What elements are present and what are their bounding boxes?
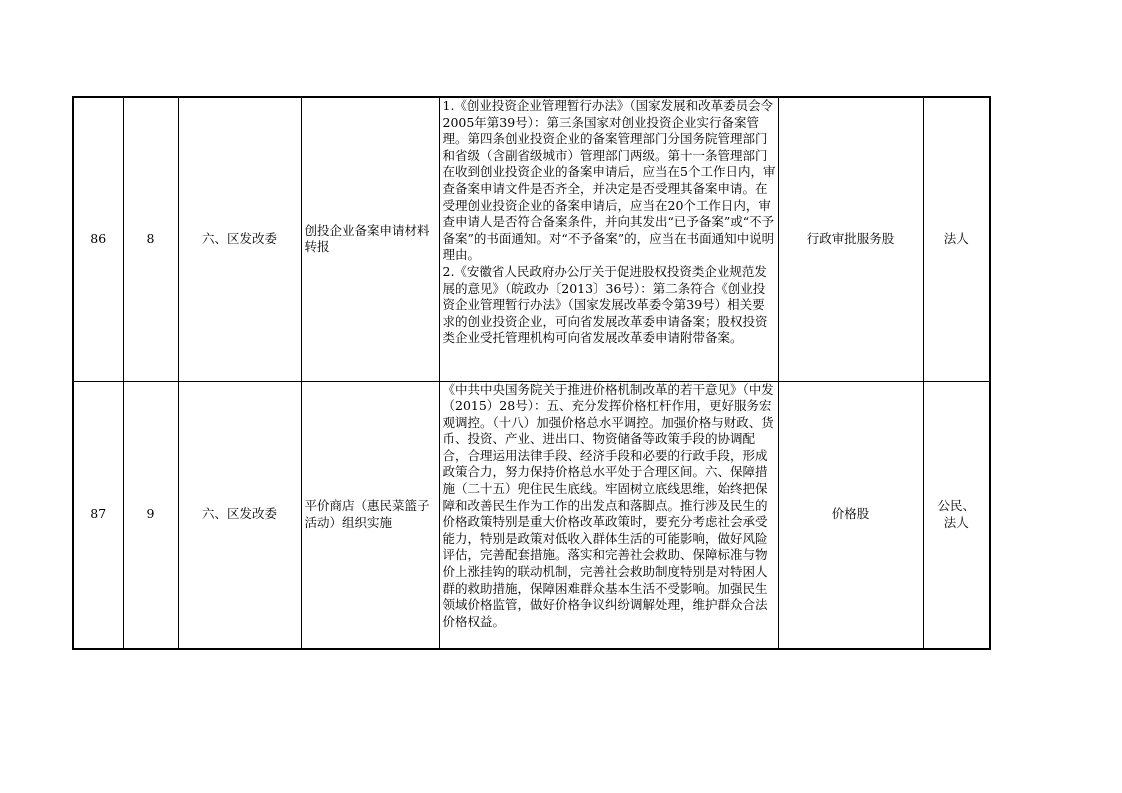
seq-cell: 86 bbox=[73, 97, 123, 381]
basis-cell: 1.《创业投资企业管理暂行办法》（国家发展和改革委员会令2005年第39号）：第三条国家对创业投资企业实行备案管理。第四条创业投资企业的备案管理部门分国务院管理部门和省级（含副省级城市）管理部门两级。第十一条管理部门在收到创业投资企业的备案申请后，应当在5个工作日内，审查备案申请文件是否齐全，并决定是否受理其备案申请。在受理创业投资企业的备案申请后，应当在20个工作日内，审查申请人是否符合备案条件，并向其发出“已予备案”或“不予备案”的书面通知。对“不予备案”的，应当在书面通知中说明理由。 2.《安徽省人民政府办公厅关于促进股权投资类企业规范发展的意见》（皖政办〔2013〕36号）：第二条符合《创业投资企业管理暂行办法》（国家发展改革委令第39号）相关要求的创业投资企业，可向省发展改革委申请备案；股权投资类企业受托管理机构可向省发展改革委申请附带备案。 bbox=[439, 97, 778, 381]
seq-cell: 87 bbox=[73, 381, 123, 649]
table-row bbox=[73, 381, 990, 649]
department-cell: 六、区发改委 bbox=[178, 97, 301, 381]
sub-seq-cell: 9 bbox=[123, 381, 178, 649]
responsible-unit-cell: 行政审批服务股 bbox=[778, 97, 923, 381]
item-name-cell: 平价商店（惠民菜篮子活动）组织实施 bbox=[301, 381, 439, 649]
responsible-unit-cell: 价格股 bbox=[778, 381, 923, 649]
power-list-table bbox=[72, 96, 991, 650]
subject-cell: 公民、法人 bbox=[923, 381, 990, 649]
table-row bbox=[73, 97, 990, 381]
sub-seq-cell: 8 bbox=[123, 97, 178, 381]
basis-cell: 《中共中央国务院关于推进价格机制改革的若干意见》（中发（2015）28号）：五、充分发挥价格杠杆作用，更好服务宏观调控。（十八）加强价格总水平调控。加强价格与财政、货币、投资、产业、进出口、物资储备等政策手段的协调配合，合理运用法律手段、经济手段和必要的行政手段，形成政策合力，努力保持价格总水平处于合理区间。六、保障措施（二十五）兜住民生底线。牢固树立底线思维，始终把保障和改善民生作为工作的出发点和落脚点。推行涉及民生的价格政策特别是重大价格改革政策时，要充分考虑社会承受能力，特别是政策对低收入群体生活的可能影响，做好风险评估，完善配套措施。落实和完善社会救助、保障标准与物价上涨挂钩的联动机制，完善社会救助制度特别是对特困人群的救助措施，保障困难群众基本生活不受影响。加强民生领域价格监管，做好价格争议纠纷调解处理，维护群众合法价格权益。 bbox=[439, 381, 778, 649]
department-cell: 六、区发改委 bbox=[178, 381, 301, 649]
subject-cell: 法人 bbox=[923, 97, 990, 381]
item-name-cell: 创投企业备案申请材料转报 bbox=[301, 97, 439, 381]
